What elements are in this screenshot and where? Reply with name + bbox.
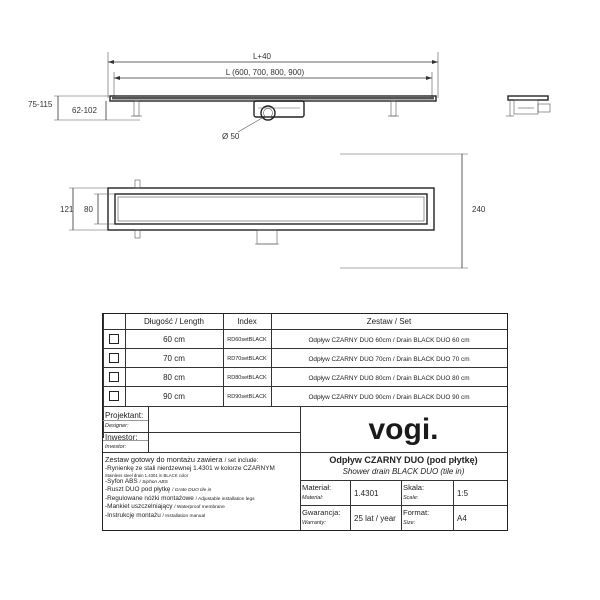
warranty-label: Gwarancja: bbox=[302, 508, 341, 517]
dim-width-total-label: 240 bbox=[472, 205, 486, 214]
format-value: A4 bbox=[457, 514, 467, 523]
row-index: RD60setBLACK bbox=[227, 337, 267, 343]
scale-label-en: Scale: bbox=[403, 495, 419, 501]
dim-width-inner-label: 80 bbox=[84, 205, 93, 214]
row-checkbox[interactable] bbox=[109, 334, 119, 344]
row-set: Odpływ CZARNY DUO 90cm / Drain BLACK DUO 90 cm bbox=[308, 394, 470, 401]
designer-field[interactable] bbox=[151, 410, 297, 430]
scale-label: Skala: bbox=[403, 483, 425, 492]
row-index: RD70setBLACK bbox=[227, 356, 267, 362]
dim-height-inner bbox=[72, 101, 106, 120]
row-set: Odpływ CZARNY DUO 80cm / Drain BLACK DUO 80 cm bbox=[308, 375, 470, 382]
investor-label-en: Investor: bbox=[105, 444, 127, 450]
investor-label: Inwestor: bbox=[105, 433, 138, 442]
vogi-logo: vogi. bbox=[368, 413, 439, 446]
header-index: Index bbox=[237, 317, 257, 326]
row-checkbox[interactable] bbox=[109, 353, 119, 363]
row-length: 80 cm bbox=[163, 373, 185, 382]
dim-height-inner-label: 62-102 bbox=[72, 106, 97, 115]
investor-field[interactable] bbox=[151, 434, 297, 450]
row-checkbox[interactable] bbox=[109, 391, 119, 401]
dim-height-label: 75-115 bbox=[28, 100, 53, 109]
dim-width-total bbox=[340, 154, 486, 268]
top-view-drain bbox=[108, 180, 434, 244]
warranty-value: 25 lat / year bbox=[354, 514, 396, 523]
dim-diameter bbox=[222, 118, 262, 141]
row-length: 60 cm bbox=[163, 335, 185, 344]
kit-item: -Mankiet uszczelniający / Waterproof membrane bbox=[105, 503, 225, 511]
dim-width-inner bbox=[84, 194, 115, 224]
kit-item: -Rynienkę ze stali nierdzewnej 1.4301 w kolorze CZARNYM bbox=[105, 465, 275, 472]
warranty-label-en: Warranty: bbox=[302, 520, 326, 526]
format-label-en: Size: bbox=[403, 520, 416, 526]
row-length: 90 cm bbox=[163, 392, 185, 401]
designer-label: Projektant: bbox=[105, 411, 144, 420]
row-index: RD80setBLACK bbox=[227, 375, 267, 381]
title-block bbox=[102, 313, 508, 531]
row-checkbox[interactable] bbox=[109, 372, 119, 382]
scale-value: 1:5 bbox=[457, 489, 469, 498]
dim-diameter-label: Ø 50 bbox=[222, 132, 240, 141]
row-length: 70 cm bbox=[163, 354, 185, 363]
dim-width-outer-label: 121 bbox=[60, 205, 74, 214]
header-set: Zestaw / Set bbox=[366, 317, 412, 326]
kit-item: -Regulowane nóżki montażowe / Adjustable installation legs bbox=[105, 494, 255, 502]
row-index: RD90setBLACK bbox=[227, 394, 267, 400]
product-title: Odpływ CZARNY DUO (pod płytkę) bbox=[329, 455, 478, 465]
row-set: Odpływ CZARNY DUO 60cm / Drain BLACK DUO 60 cm bbox=[308, 337, 470, 344]
kit-item: -Ruszt DUO pod płytkę / Grate DUO tile in bbox=[105, 486, 212, 494]
material-label: Materiał: bbox=[302, 483, 332, 492]
kit-title-pl: Zestaw gotowy do montażu zawiera bbox=[105, 455, 223, 464]
designer-label-en: Designer: bbox=[105, 423, 129, 429]
kit-title bbox=[105, 455, 299, 464]
row-set: Odpływ CZARNY DUO 70cm / Drain BLACK DUO 70 cm bbox=[308, 356, 470, 363]
kit-item: -Syfon ABS / Siphon ABS bbox=[105, 477, 168, 485]
product-title-en: Shower drain BLACK DUO (tile in) bbox=[342, 467, 465, 476]
kit-title-en: / set include: bbox=[224, 458, 259, 464]
material-label-en: Material: bbox=[302, 495, 324, 501]
kit-item: -Instrukcję montażu / Installation manual bbox=[105, 511, 206, 519]
header-length: Długość / Length bbox=[143, 317, 205, 326]
side-view-drain bbox=[506, 96, 550, 116]
dim-length-label: L (600, 700, 800, 900) bbox=[225, 68, 305, 77]
dim-total-length-label: L+40 bbox=[252, 52, 272, 61]
format-label: Format: bbox=[403, 508, 430, 517]
kit-list bbox=[105, 465, 299, 521]
kit-item-en: Stainless steel drain 1.4301 in BLACK color bbox=[105, 472, 189, 478]
dim-length bbox=[114, 68, 432, 98]
front-view-drain bbox=[110, 96, 436, 120]
material-value: 1.4301 bbox=[354, 489, 379, 498]
